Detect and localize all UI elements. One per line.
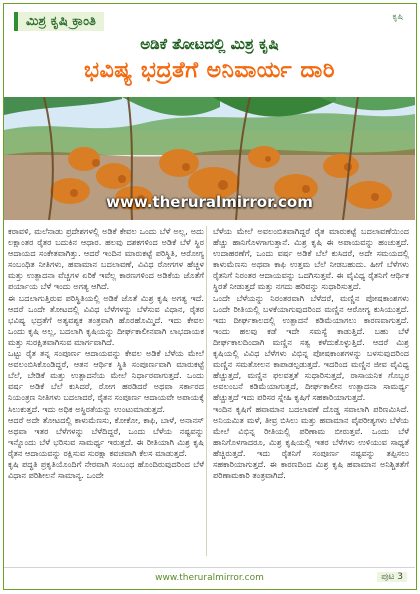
photo-watermark: www.theruralmirror.com <box>106 193 313 211</box>
left-paragraph-4: ಆದರೆ ಅದೇ ತೋಟದಲ್ಲಿ ಕಾಳುಮೆಣಸು, ಕೋಕೋ, ಕಾಫಿ, ಬಾಳೆ, ಅನಾನಸ್ ಅಥವಾ ಇತರ ಬೆಳೆಗಳನ್ನು ಬೆಳೆದಿದ್ದರೆ, ಒಂದು ಬೆಳೆಯ ನಷ್ಟವನ್ನು ಇನ್ನೊಂದು ಬೆಳೆ ಭರಿಸುವ ಸಾಮರ್ಥ್ಯ ಇರುತ್ತದೆ. ಈ ರೀತಿಯಾಗಿ ಮಿಶ್ರ ಕೃಷಿ ರೈತನ ಆದಾಯವನ್ನು ರಕ್ಷಿಸುವ ಸುರಕ್ಷಾ ಕವಚವಾಗಿ ಕೆಲಸ ಮಾಡುತ್ತದೆ. <box>8 414 204 458</box>
right-paragraph-2: ಒಂದೇ ಬೆಳೆಯನ್ನು ನಿರಂತರವಾಗಿ ಬೆಳೆದರೆ, ಮಣ್ಣಿನ ಪೋಷಕಾಂಶಗಳು ಒಂದೇ ರೀತಿಯಲ್ಲಿ ಬಳಕೆಯಾಗುವುದರಿಂದ ಮಣ್ಣಿನ ಆರೋಗ್ಯ ಕುಸಿಯುತ್ತದೆ. ಇದು ದೀರ್ಘಕಾಲದಲ್ಲಿ ಉತ್ಪಾದನೆ ಕಡಿಮೆಯಾಗಲು ಕಾರಣವಾಗುತ್ತದೆ. ಇಂದು ಹಲವು ಕಡೆ ಇದೇ ಸಮಸ್ಯೆ ಕಾಡುತ್ತಿದೆ. ಬಹು ಬೆಳೆ ದೀರ್ಘಕಾಲದಿಂದಾಗಿ ಮಣ್ಣಿನ ಸತ್ವ ಕಳೆದುಕೊಳ್ಳುತ್ತಿದೆ. ಆದರೆ ಮಿಶ್ರ ಕೃಷಿಯಲ್ಲಿ ವಿವಿಧ ಬೆಳೆಗಳು ವಿಭಿನ್ನ ಪೋಷಕಾಂಶಗಳನ್ನು ಬಳಸುವುದರಿಂದ ಮಣ್ಣಿನ ಸಮತೋಲನ ಕಾಪಾಡಲ್ಪಡುತ್ತದೆ. ಇದರಿಂದ ಮಣ್ಣಿನ ಜೀವ ವೈವಿಧ್ಯ ಹೆಚ್ಚುತ್ತದೆ, ಮಣ್ಣಿನ ಫಲವತ್ತತೆ ಸುಧಾರಿಸುತ್ತದೆ, ರಾಸಾಯನಿಕ ಗೊಬ್ಬರ ಅವಲಂಬನೆ ಕಡಿಮೆಯಾಗುತ್ತದೆ, ದೀರ್ಘಕಾಲೀನ ಉತ್ಪಾದನಾ ಸಾಮರ್ಥ್ಯ ಹೆಚ್ಚುತ್ತದೆ ಇದು ಪರಿಸರ ಸ್ನೇಹಿ ಕೃಷಿಗೆ ಸಹಕಾರಿಯಾಗುತ್ತದೆ. <box>213 292 409 403</box>
category-label: ಕೃಷಿ <box>392 12 403 21</box>
right-column <box>213 226 409 556</box>
article-headline: ಭವಿಷ್ಯ ಭದ್ರತೆಗೆ ಅನಿವಾರ್ಯ ದಾರಿ <box>84 58 335 83</box>
left-paragraph-2: ಈ ಬದಲಾಗುತ್ತಿರುವ ಪರಿಸ್ಥಿತಿಯಲ್ಲಿ ಅಡಿಕೆ ಜೊತೆ ಮಿಶ್ರ ಕೃಷಿ ಅಗತ್ಯ ಇದೆ. ಆದರೆ ಒಂದೇ ತೋಟದಲ್ಲಿ ವಿವಿಧ ಬೆಳೆಗಳನ್ನು ಬೆಳೆಸುವ ವಿಧಾನ, ರೈತರ ಭವಿಷ್ಯ ಭದ್ರತೆಗೆ ಅತ್ಯವಶ್ಯಕ ತಂತ್ರವಾಗಿ ಹೊರಹೊಮ್ಮಿದೆ. ಇದು ಕೇವಲ ಒಂದು ಕೃಷಿ ಅಲ್ಲ, ಬದಲಾಗಿ ಕೃಷಿಯನ್ನು ದೀರ್ಘಕಾಲೀನವಾಗಿ ಲಾಭದಾಯಕ ಮತ್ತು ಸುರಕ್ಷಿತವಾಗಿಸುವ ಮಾರ್ಗವಾಗಿದೆ. <box>8 292 204 347</box>
footer <box>4 567 415 588</box>
left-paragraph-5: ಕೃಷಿ ಪದ್ಧತಿ ಪ್ರಕೃತಿಯೊಂದಿಗೆ ನೇರವಾಗಿ ಸಂಬಂಧ ಹೊಂದಿರುವುದರಿಂದ ಬೆಳೆ ವಿಧಾನ ಪರಿಶೀಲನೆ ಸಾಮಾನ್ಯ. ಒಂದೇ <box>8 458 204 481</box>
header <box>4 4 415 83</box>
left-paragraph-3: ಒಟ್ಟು ರೈತ ತನ್ನ ಸಂಪೂರ್ಣ ಆದಾಯವನ್ನು ಕೇವಲ ಅಡಿಕೆ ಬೆಳೆಯ ಮೇಲೆ ಅವಲಂಬಿಸಿಕೊಂಡಿದ್ದರೆ, ಆತನ ಆರ್ಥಿಕ ಸ್ಥಿತಿ ಸಂಪೂರ್ಣವಾಗಿ ಮಾರುಕಟ್ಟೆ ಬೆಲೆ, ಬೇಡಿಕೆ ಮತ್ತು ಉತ್ಪಾದನೆಯ ಮೇಲೆ ನಿರ್ಧಾರವಾಗುತ್ತದೆ. ಒಂದು ವರ್ಷ ಅಡಿಕೆ ಬೆಲೆ ಕುಸಿದರೆ, ರೋಗ ಹರಡಿದರೆ ಅಥವಾ ಸರ್ಕಾರದ ನಿಯಂತ್ರಣ ನೀತಿಗಳು ಬದಲಾದರೆ, ರೈತನ ಸಂಪೂರ್ಣ ಆದಾಯವೇ ಅಪಾಯಕ್ಕೆ ಸಿಲುಕುತ್ತದೆ. ಇದು ಅಧಿಕ ಅಸ್ಥಿರತೆಯನ್ನು ಉಂಟುಮಾಡುತ್ತದೆ. <box>8 348 204 414</box>
left-column <box>8 226 204 556</box>
right-paragraph-1: ಬೆಳೆಯ ಮೇಲೆ ಅವಲಂಬಿತವಾಗಿದ್ದರೆ ರೈತ ಮಾರುಕಟ್ಟೆ ಬದಲಾವಣೆಯಿಂದ ಹೆಚ್ಚು ಹಾನಿಗೊಳಗಾಗುತ್ತಾನೆ. ಮಿಶ್ರ ಕೃಷಿ ಈ ಅಪಾಯವನ್ನು ಹಂಚುತ್ತದೆ. ಉದಾಹರಣೆಗೆ, ಒಂದು ವರ್ಷ ಅಡಿಕೆ ಬೆಲೆ ಕುಸಿದರೆ, ಅದೇ ಸಮಯದಲ್ಲಿ ಕಾಳುಮೆಣಸು ಅಥವಾ ಕಾಫಿ ಉತ್ತಮ ಬೆಲೆ ನೀಡಬಹುದು. ಹೀಗೆ ಬೆಳೆಗಳು ರೈತನಿಗೆ ನಿರಂತರ ಆದಾಯವನ್ನು ಒದಗಿಸುತ್ತವೆ. ಈ ವೈವಿಧ್ಯ ರೈತನಿಗೆ ಆರ್ಥಿಕ ಸ್ಥಿರತೆ ನೀಡುತ್ತದೆ ಮತ್ತು ನಗದು ಹರಿವನ್ನು ಸುಧಾರಿಸುತ್ತದೆ. <box>213 226 409 292</box>
section-banner: ಮಿಶ್ರ ಕೃಷಿ ಕ್ರಾಂತಿ <box>14 12 104 31</box>
article-subtitle: ಅಡಿಕೆ ತೋಟದಲ್ಲಿ ಮಿಶ್ರ ಕೃಷಿ <box>140 35 279 53</box>
column-divider <box>206 226 207 556</box>
website-link[interactable]: www.theruralmirror.com <box>155 573 264 583</box>
areca-palm-photo <box>4 97 415 220</box>
right-paragraph-3: ಇಂದಿನ ಕೃಷಿಗೆ ಹವಾಮಾನ ಬದಲಾವಣೆ ದೊಡ್ಡ ಸವಾಲಾಗಿ ಪರಿಣಮಿಸಿದೆ. ಅನಿಯಮಿತ ಮಳೆ, ತೀವ್ರ ಬಿಸಿಲು ಮತ್ತು ಹವಾಮಾನ ವೈಪರೀತ್ಯಗಳು ಬೆಳೆಯ ಮೇಲೆ ವಿಭಿನ್ನ ರೀತಿಯಲ್ಲಿ ಪರಿಣಾಮ ಬೀರುತ್ತವೆ. ಒಂದು ಬೆಳೆ ಹಾನಿಗೊಳಗಾದರೂ, ಮಿಶ್ರ ಕೃಷಿಯಲ್ಲಿ ಇತರ ಬೆಳೆಗಳು ಉಳಿಯುವ ಸಾಧ್ಯತೆ ಹೆಚ್ಚಿರುತ್ತದೆ. ಇದು ರೈತನಿಗೆ ಸಂಪೂರ್ಣ ನಷ್ಟವನ್ನು ತಪ್ಪಿಸಲು ಸಹಕಾರಿಯಾಗುತ್ತದೆ. ಈ ಕಾರಣದಿಂದ ಮಿಶ್ರ ಕೃಷಿ ಹವಾಮಾನ ಅನಿಶ್ಚಿತತೆಗೆ ಪರಿಣಾಮಕಾರಿ ತಂತ್ರವಾಗಿದೆ. <box>213 403 409 481</box>
left-paragraph-1: ಕರಾವಳಿ, ಮಲೆನಾಡು ಪ್ರದೇಶಗಳಲ್ಲಿ ಅಡಿಕೆ ಕೇವಲ ಒಂದು ಬೆಳೆ ಅಲ್ಲ, ಅದು ಲಕ್ಷಾಂತರ ರೈತರ ಬದುಕಿನ ಆಧಾರ. ಹಲವು ದಶಕಗಳಿಂದ ಅಡಿಕೆ ಬೆಳೆ ಸ್ಥಿರ ಆದಾಯದ ಸಂಕೇತವಾಗಿತ್ತು. ಆದರೆ ಇಂದಿನ ಮಾರುಕಟ್ಟೆ ಪರಿಸ್ಥಿತಿ, ಆರೋಗ್ಯ ಸಂಬಂಧಿತ ನೀತಿಗಳು, ಹವಾಮಾನ ಬದಲಾವಣೆ, ವಿವಿಧ ರೋಗಗಳ ಹೆಚ್ಚಳ ಮತ್ತು ಉತ್ಪಾದನಾ ವೆಚ್ಚಗಳ ಏರಿಕೆ ಇವೆಲ್ಲ ಕಾರಣಗಳಿಂದ ಅಡಿಕೆಯ ಜೊತೆಗೆ ಪರ್ಯಾಯ ಬೆಳೆ ಇಂದು ಅಗತ್ಯ ಆಗಿದೆ. <box>8 226 204 292</box>
article-body <box>8 226 409 556</box>
page-number: ಪುಟ 3 <box>377 572 407 582</box>
